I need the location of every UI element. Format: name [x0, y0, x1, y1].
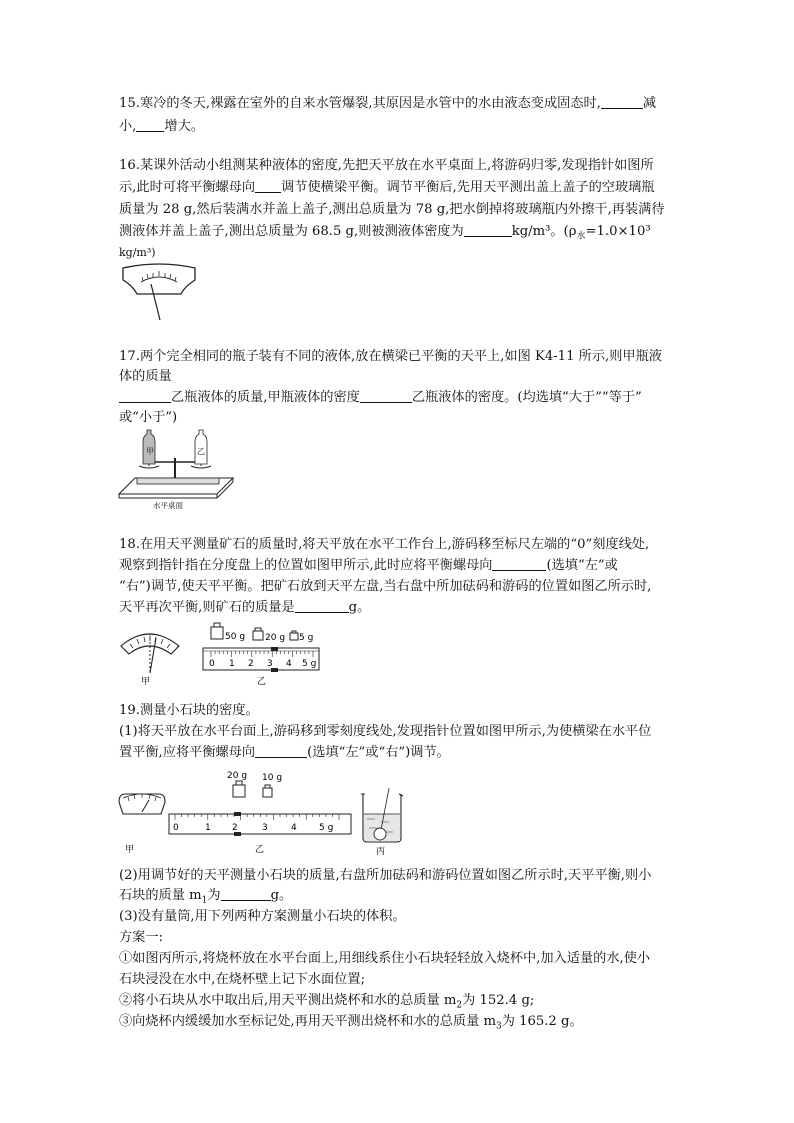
q16-dial-figure [119, 262, 199, 324]
q18-dial-a [121, 634, 179, 687]
q19-weights [227, 771, 282, 797]
q16-line-4 [119, 222, 651, 247]
q15-line-1 [119, 94, 656, 114]
q17-label-a: 甲 [146, 447, 154, 456]
q15-blank-2 [136, 117, 164, 132]
q19-line-6: (3)没有量筒,用下列两种方案测量小石块的体积。 [119, 909, 406, 924]
q17-line-2: 体的质量 [119, 369, 172, 384]
q19-label-a: 甲 [125, 845, 135, 855]
q19-figures [119, 764, 409, 856]
q18-weight-1: 50 g [225, 632, 246, 642]
q17-text: 乙瓶液体的质量,甲瓶液体的密度 [171, 390, 360, 405]
q19-line-3 [119, 743, 450, 763]
q18-ruler [203, 647, 319, 687]
q19-tick-label: 2 [232, 823, 238, 833]
q18-figures [119, 618, 329, 688]
q19-line-1: 19.测量小石块的密度。 [119, 703, 259, 718]
q16-line-3: 质量为 28 g,然后装满水并盖上盖子,测出总质量为 78 g,把水倒掉将玻璃瓶内外擦干,再装满待 [119, 202, 665, 217]
q18-text: 天平再次平衡,则矿石的质量是 [119, 600, 295, 615]
q19-label-c: 丙 [376, 847, 386, 857]
q15-blank-1 [601, 94, 643, 109]
q15-text: 增大。 [164, 119, 204, 134]
q19-line-9: 石块浸没在水中,在烧杯壁上记下水面位置; [119, 972, 366, 987]
q18-line-1: 18.在用天平测量矿石的质量时,将天平放在水平工作台上,游码移至标尺左端的“0”刻度线处, [119, 537, 650, 552]
q15-text: 15.寒冷的冬天,裸露在室外的自来水管爆裂,其原因是水管中的水由液态变成固态时, [119, 96, 601, 111]
q19-tick-label: 0 [173, 823, 179, 833]
q19-text: (选填“左”或“右”)调节。 [307, 745, 450, 760]
q19-subscript: 1 [201, 895, 208, 906]
q19-label-b: 乙 [255, 845, 265, 855]
q16-line-5: kg/m³) [119, 246, 156, 259]
q18-weight-3: 5 g [299, 633, 314, 643]
q17-caption: 水平桌面 [153, 501, 183, 510]
q18-line-3: “右”)调节,使天平平衡。把矿石放到天平左盘,当右盘中所加砝码和游码的位置如图乙所示时, [119, 579, 652, 594]
q19-tick-label: 1 [205, 823, 211, 833]
q18-blank-1 [492, 556, 546, 571]
q19-text: ③向烧杯内缓缓加水至标记处,再用天平测出烧杯和水的总质量 m [119, 1014, 496, 1029]
q16-text: 测液体并盖上盖子,测出总质量为 68.5 g,则被测液体密度为 [119, 224, 464, 239]
q19-tick-label: 5 g [319, 823, 334, 833]
q19-blank-2 [221, 886, 271, 901]
q16-blank-2 [464, 222, 512, 237]
q16-text: 示,此时可将平衡螺母向 [119, 180, 256, 195]
q19-line-8: ①如图丙所示,将烧杯放在水平台面上,用细线系住小石块轻轻放入烧杯中,加入适量的水,使小 [119, 951, 651, 966]
q16-text: =1.0×10³ [585, 224, 651, 239]
q18-weight-2: 20 g [265, 633, 286, 643]
q17-line-3 [119, 388, 642, 408]
q16-subscript: 水 [576, 231, 586, 242]
q19-text: g。 [270, 888, 293, 903]
q17-line-1: 17.两个完全相同的瓶子装有不同的液体,放在横梁已平衡的天平上,如图 K4-11 所示,则甲瓶液 [119, 349, 662, 364]
q15-line-2 [119, 117, 204, 137]
q19-dial-a [119, 794, 165, 855]
q19-blank-1 [255, 743, 307, 758]
q18-text: (选填“左”或 [546, 558, 618, 573]
q18-tick-label: 3 [267, 659, 273, 669]
q17-blank-1 [119, 388, 171, 403]
q18-text: g。 [348, 600, 371, 615]
q18-label-b: 乙 [257, 677, 267, 687]
q19-ruler [169, 812, 351, 855]
q19-beaker [361, 788, 403, 857]
q18-tick-label: 1 [229, 659, 235, 669]
q19-line-7: 方案一: [119, 930, 164, 945]
q17-line-4: 或“小于”) [119, 410, 178, 425]
q18-tick-label: 4 [286, 659, 292, 669]
q19-tick-label: 4 [291, 823, 297, 833]
q18-text: 观察到指针指在分度盘上的位置如图甲所示,此时应将平衡螺母向 [119, 558, 493, 573]
q18-weights [211, 623, 313, 643]
q15-text: 小, [119, 119, 137, 134]
q19-weight-2: 10 g [262, 773, 283, 783]
q18-line-2 [119, 556, 618, 576]
q17-text: 乙瓶液体的密度。(均选填“大于”“等于” [411, 390, 642, 405]
q17-balance-figure [119, 428, 234, 510]
q18-label-a: 甲 [141, 677, 151, 687]
q15-text-end: 减 [642, 96, 657, 111]
q19-line-2: (1)将天平放在水平台面上,游码移到零刻度线处,发现指针位置如图甲所示,为使横梁在水平位 [119, 724, 652, 739]
q18-line-4 [119, 598, 370, 618]
q16-blank-1 [255, 178, 281, 193]
q18-tick-label: 2 [248, 659, 254, 669]
q19-subscript: 2 [456, 1000, 463, 1011]
q18-tick-label: 5 g [302, 659, 317, 669]
q19-text: 石块的质量 m [119, 888, 202, 903]
q18-tick-label: 0 [209, 659, 215, 669]
q16-text: kg/m³。(ρ [511, 224, 577, 239]
q19-subscript: 3 [495, 1021, 502, 1032]
q19-text: 置平衡,应将平衡螺母向 [119, 745, 256, 760]
q16-line-1: 16.某课外活动小组测某种液体的密度,先把天平放在水平桌面上,将游码归零,发现指针如图所 [119, 158, 654, 173]
q19-weight-1: 20 g [227, 771, 248, 781]
q19-text: 为 152.4 g; [462, 993, 535, 1008]
q19-line-4: (2)用调节好的天平测量小石块的质量,右盘所加砝码和游码位置如图乙所示时,天平平衡,则小 [119, 868, 652, 883]
q18-blank-2 [295, 598, 349, 613]
q19-line-11 [119, 1012, 583, 1037]
q19-text: ②将小石块从水中取出后,用天平测出烧杯和水的总质量 m [119, 993, 457, 1008]
q17-blank-2 [360, 388, 412, 403]
q16-text: 调节使横梁平衡。调节平衡后,先用天平测出盖上盖子的空玻璃瓶 [281, 180, 655, 195]
q19-tick-label: 3 [262, 823, 268, 833]
q19-text: 为 165.2 g。 [501, 1014, 583, 1029]
q16-line-2 [119, 178, 655, 198]
q17-label-b: 乙 [197, 447, 205, 456]
q19-text: 为 [207, 888, 221, 903]
